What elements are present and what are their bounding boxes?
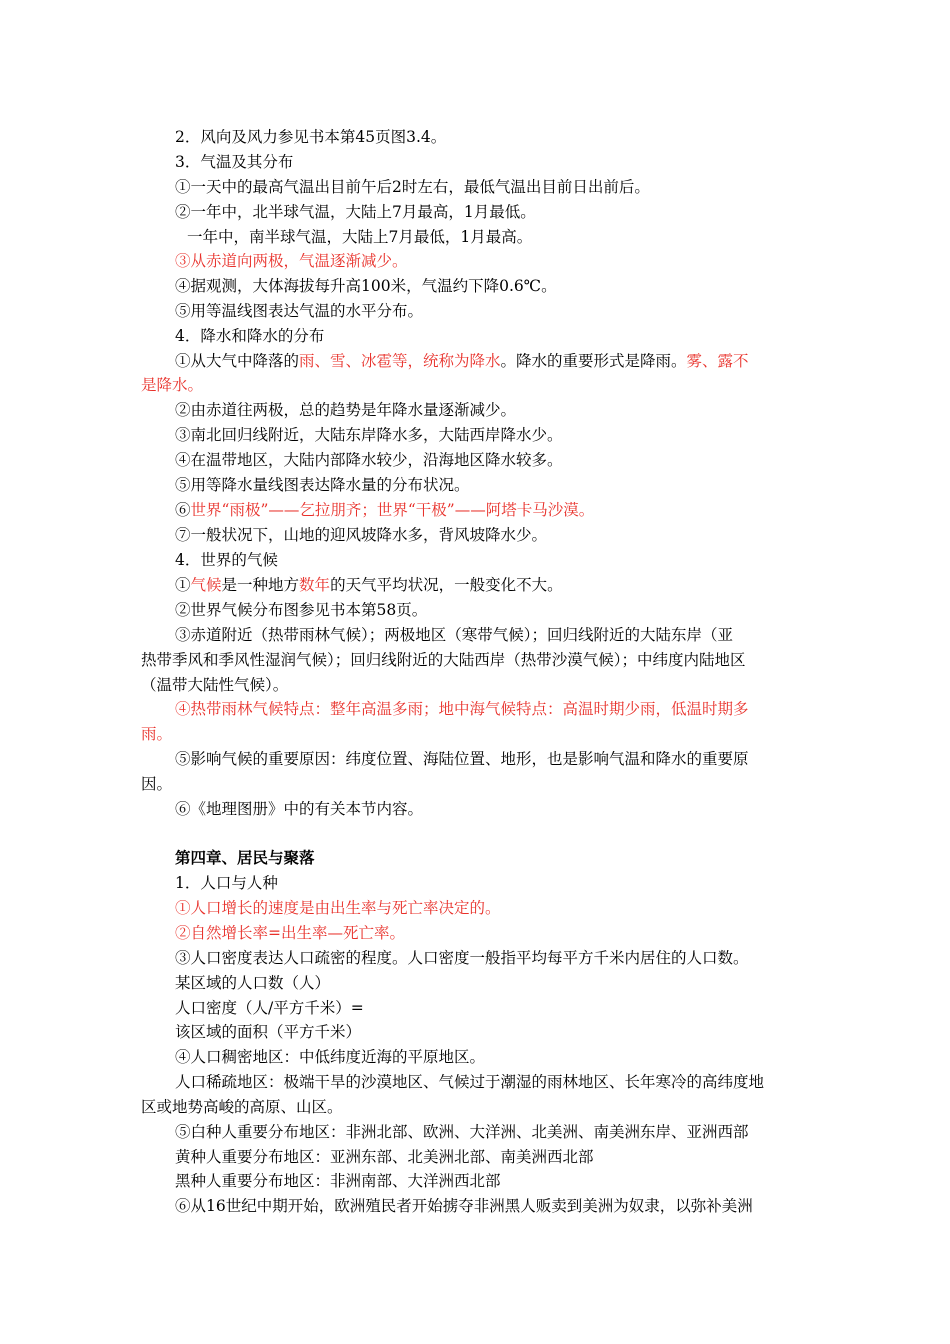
highlight-line: ③从赤道向两极，气温逐渐减少。: [175, 252, 408, 270]
text-line: 区或地势高峻的高原、山区。: [141, 1098, 343, 1116]
text-span: ⑥: [175, 501, 191, 519]
highlight-span: 雨、雪、冰雹等，统称为降水: [299, 352, 501, 370]
text-span: ①从大气中降落的: [175, 352, 300, 370]
highlight-span: 气候: [190, 576, 222, 594]
text-line: ⑥从16世纪中期开始，欧洲殖民者开始掳夺非洲黑人贩卖到美洲为奴隶，以弥补美洲: [175, 1197, 753, 1215]
highlight-span: 自然增长率=出生率—死亡率。: [190, 924, 406, 942]
text-line: ①一天中的最高气温出目前午后2时左右，最低气温出目前日出前后。: [175, 178, 650, 196]
text-span: 是一种地方: [221, 576, 300, 594]
subsection-heading: 4．降水和降水的分布: [175, 327, 325, 345]
text-line: ③南北回归线附近，大陆东岸降水多，大陆西岸降水少。: [175, 426, 563, 444]
text-line: ④据观测，大体海拔每升高100米，气温约下降0.6℃。: [175, 277, 557, 295]
highlight-span: ②: [175, 924, 191, 942]
text-line: ④人口稠密地区：中低纬度近海的平原地区。: [175, 1048, 486, 1066]
text-line: ⑦一般状况下，山地的迎风坡降水多，背风坡降水少。: [175, 526, 548, 544]
text-line: ⑤白种人重要分布地区：非洲北部、欧洲、大洋洲、北美洲、南美洲东岸、亚洲西部: [175, 1123, 749, 1141]
subsection-heading: 4．世界的气候: [175, 551, 278, 569]
highlight-line: 是降水。: [141, 376, 204, 394]
text-span: 。降水的重要形式是降雨。: [500, 352, 687, 370]
text-line: 黄种人重要分布地区：亚洲东部、北美洲北部、南美洲西北部: [175, 1148, 594, 1166]
text-line: 因。: [141, 775, 173, 793]
highlight-span: ①: [175, 899, 191, 917]
formula-label: 人口密度（人/平方千米）=: [175, 999, 364, 1017]
highlight-span: 世界“雨极”——乞拉朋齐；世界“干极”——阿塔卡马沙漠。: [190, 501, 595, 519]
text-line: ③赤道附近（热带雨林气候）；两极地区（寒带气候）；回归线附近的大陆东岸（亚: [175, 626, 734, 644]
text-line: ④在温带地区，大陆内部降水较少，沿海地区降水较多。: [175, 451, 563, 469]
text-line: 黑种人重要分布地区：非洲南部、大洋洲西北部: [175, 1172, 501, 1190]
text-line: ⑤影响气候的重要原因：纬度位置、海陆位置、地形，也是影响气温和降水的重要原: [175, 750, 749, 768]
text-line: 热带季风和季风性湿润气候）；回归线附近的大陆西岸（热带沙漠气候）；中纬度内陆地区: [141, 651, 746, 669]
text-line: ②由赤道往两极，总的趋势是年降水量逐渐减少。: [175, 401, 517, 419]
text-span: ①: [175, 576, 191, 594]
text-line: ⑥《地理图册》中的有关本节内容。: [175, 800, 424, 818]
highlight-span: 雾、露不: [686, 352, 749, 370]
highlight-line: 雨。: [141, 725, 173, 743]
text-line: ⑤用等降水量线图表达降水量的分布状况。: [175, 476, 470, 494]
highlight-line: ④热带雨林气候特点：整年高温多雨；地中海气候特点：高温时期少雨，低温时期多: [175, 700, 749, 718]
text-line: （温带大陆性气候）。: [141, 676, 289, 694]
text-line: ②世界气候分布图参见书本第58页。: [175, 601, 428, 619]
text-line: [175, 351, 749, 371]
text-line: 2．风向及风力参见书本第45页图3.4。: [175, 128, 447, 146]
text-line: 一年中，南半球气温，大陆上7月最低，1月最高。: [187, 228, 533, 246]
highlight-span: 人口增长的速度是由出生率与死亡率决定的。: [190, 899, 501, 917]
subsection-heading: 1．人口与人种: [175, 874, 278, 892]
text-line: [175, 500, 594, 520]
text-line: ⑤用等温线图表达气温的水平分布。: [175, 302, 424, 320]
text-line: [175, 898, 501, 918]
highlight-span: 数年: [299, 576, 331, 594]
text-line: [175, 923, 405, 943]
subsection-heading: 3．气温及其分布: [175, 153, 294, 171]
chapter-title: 第四章、居民与聚落: [175, 848, 315, 867]
formula-numerator: 某区域的人口数（人）: [175, 974, 331, 992]
text-line: 人口稀疏地区：极端干旱的沙漠地区、气候过于潮湿的雨林地区、长年寒冷的高纬度地: [175, 1073, 765, 1091]
text-line: [175, 575, 563, 595]
formula-denominator: 该区域的面积（平方千米）: [175, 1023, 362, 1041]
text-line: ③人口密度表达人口疏密的程度。人口密度一般指平均每平方千米内居住的人口数。: [175, 949, 749, 967]
text-line: ②一年中，北半球气温，大陆上7月最高，1月最低。: [175, 203, 536, 221]
text-span: 的天气平均状况，一般变化不大。: [330, 576, 563, 594]
